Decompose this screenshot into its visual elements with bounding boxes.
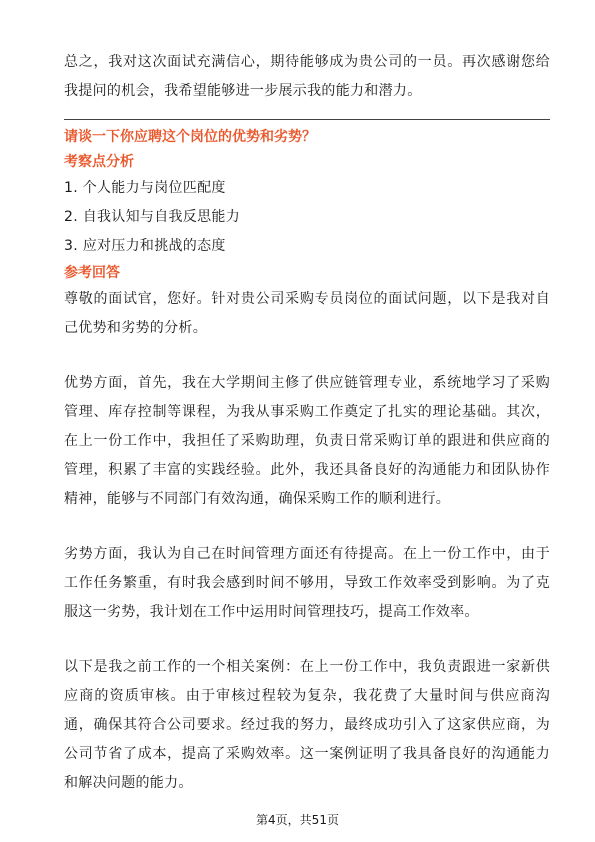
section-divider xyxy=(64,119,550,120)
analysis-point: 2. 自我认知与自我反思能力 xyxy=(64,209,241,225)
answer-paragraph-greeting: 尊敬的面试官，您好。针对贵公司采购专员岗位的面试问题，以下是我对自己优势和劣势的分析。 xyxy=(64,291,550,336)
page-content xyxy=(64,48,550,798)
analysis-point: 3. 应对压力和挑战的态度 xyxy=(64,238,226,254)
answer-paragraph-case: 以下是我之前工作的一个相关案例：在上一份工作中，我负责跟进一家新供应商的资质审核。由于审核过程较为复杂，我花费了大量时间与供应商沟通，确保其符合公司要求。经过我的努力，最终成功引入了这家供应商，为公司节省了成本，提高了采购效率。这一案例证明了我具备良好的沟通能力和解决问题的能力。 xyxy=(64,659,550,791)
answer-paragraph-weaknesses: 劣势方面，我认为自己在时间管理方面还有待提高。在上一份工作中，由于工作任务繁重，有时我会感到时间不够用，导致工作效率受到影响。为了克服这一劣势，我计划在工作中运用时间管理技巧，提高工作效率。 xyxy=(64,546,550,620)
answer-title: 参考回答 xyxy=(64,265,120,281)
intro-paragraph: 总之，我对这次面试充满信心，期待能够成为贵公司的一员。再次感谢您给我提问的机会，我希望能够进一步展示我的能力和潜力。 xyxy=(64,54,550,99)
question-heading: 请谈一下你应聘这个岗位的优势和劣势？ xyxy=(64,129,316,145)
analysis-point: 1. 个人能力与岗位匹配度 xyxy=(64,180,226,196)
analysis-title: 考察点分析 xyxy=(64,154,134,170)
answer-paragraph-strengths: 优势方面，首先，我在大学期间主修了供应链管理专业，系统地学习了采购管理、库存控制等课程，为我从事采购工作奠定了扎实的理论基础。其次，在上一份工作中，我担任了采购助理，负责日常采购订单的跟进和供应商的管理，积累了丰富的实践经验。此外，我还具备良好的沟通能力和团队协作精神，能够与不同部门有效沟通，确保采购工作的顺利进行。 xyxy=(64,375,550,507)
analysis-points-list xyxy=(64,174,550,261)
page-footer: 第4页，共51页 xyxy=(256,813,339,827)
